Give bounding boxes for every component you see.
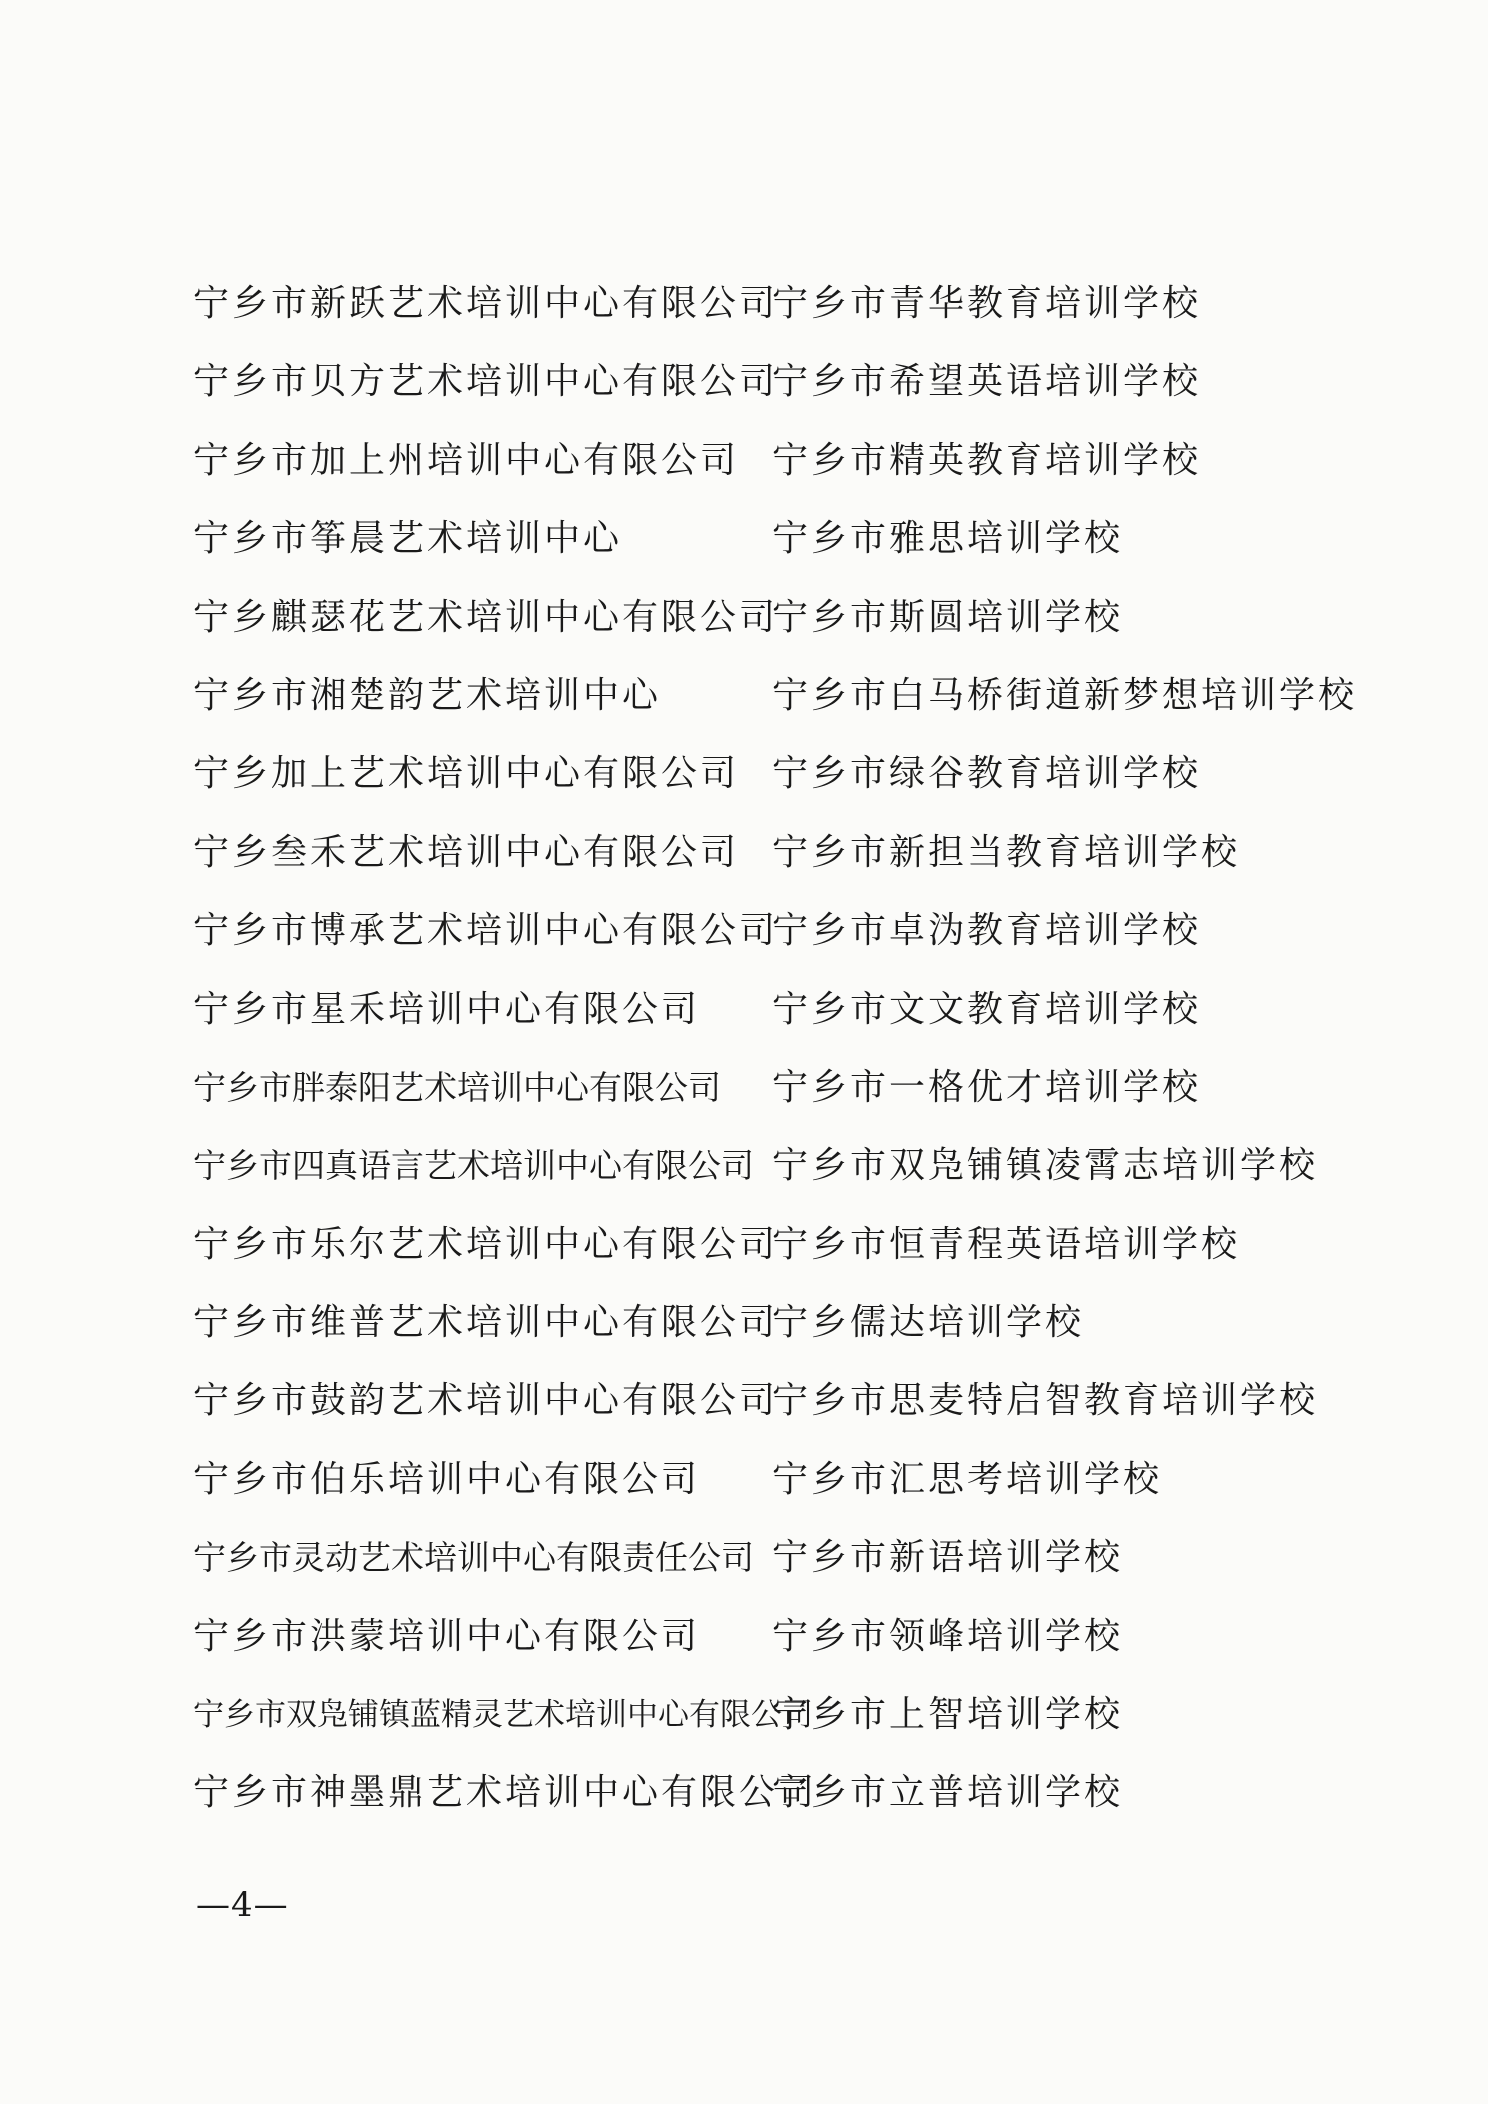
list-item: 宁乡市雅思培训学校	[772, 518, 1124, 560]
list-item: 宁乡市领峰培训学校	[772, 1615, 1124, 1657]
list-item: 宁乡市卓沩教育培训学校	[772, 910, 1202, 952]
list-item: 宁乡市双凫铺镇蓝精灵艺术培训中心有限公司	[193, 1697, 813, 1734]
list-item: 宁乡市斯圆培训学校	[772, 596, 1124, 638]
list-item: 宁乡市精英教育培训学校	[772, 439, 1202, 481]
list-item: 宁乡市思麦特启智教育培训学校	[772, 1380, 1319, 1422]
list-item: 宁乡市新跃艺术培训中心有限公司	[193, 283, 779, 324]
list-item: 宁乡市洪蒙培训中心有限公司	[193, 1615, 701, 1657]
list-item: 宁乡市上智培训学校	[772, 1694, 1124, 1736]
list-item: 宁乡加上艺术培训中心有限公司	[193, 753, 740, 795]
list-item: 宁乡市一格优才培训学校	[772, 1066, 1202, 1108]
list-item: 宁乡市绿谷教育培训学校	[772, 753, 1202, 795]
list-item: 宁乡市青华教育培训学校	[772, 283, 1202, 324]
list-item: 宁乡市白马桥街道新梦想培训学校	[772, 674, 1358, 716]
list-item: 宁乡市博承艺术培训中心有限公司	[193, 910, 779, 952]
right-column-list	[772, 265, 1358, 1833]
list-item: 宁乡市贝方艺术培训中心有限公司	[193, 361, 779, 403]
list-item: 宁乡市湘楚韵艺术培训中心	[193, 674, 662, 716]
list-item: 宁乡市伯乐培训中心有限公司	[193, 1458, 701, 1500]
left-column-list	[193, 265, 818, 1833]
list-item: 宁乡市神墨鼎艺术培训中心有限公司	[193, 1772, 818, 1814]
list-item: 宁乡市立普培训学校	[772, 1772, 1124, 1814]
list-item: 宁乡市胖泰阳艺术培训中心有限公司	[193, 1067, 721, 1107]
list-item: 宁乡叁禾艺术培训中心有限公司	[193, 831, 740, 873]
list-item: 宁乡市星禾培训中心有限公司	[193, 988, 701, 1030]
list-item: 宁乡市新担当教育培训学校	[772, 831, 1241, 873]
list-item: 宁乡市维普艺术培训中心有限公司	[193, 1302, 779, 1344]
list-item: 宁乡市汇思考培训学校	[772, 1458, 1163, 1500]
list-item: 宁乡市文文教育培训学校	[772, 988, 1202, 1030]
list-item: 宁乡市灵动艺术培训中心有限责任公司	[193, 1538, 754, 1578]
list-item: 宁乡市四真语言艺术培训中心有限公司	[193, 1146, 754, 1186]
list-item: 宁乡市希望英语培训学校	[772, 361, 1202, 403]
list-item: 宁乡市加上州培训中心有限公司	[193, 439, 740, 481]
list-item: 宁乡市鼓韵艺术培训中心有限公司	[193, 1380, 779, 1422]
list-item: 宁乡市筝晨艺术培训中心	[193, 518, 623, 560]
list-item: 宁乡市双凫铺镇凌霄志培训学校	[772, 1145, 1319, 1187]
page-number: —4—	[196, 1885, 289, 1925]
list-item: 宁乡市新语培训学校	[772, 1537, 1124, 1579]
list-item: 宁乡儒达培训学校	[772, 1302, 1085, 1344]
list-item: 宁乡市恒青程英语培训学校	[772, 1223, 1241, 1265]
list-item: 宁乡市乐尔艺术培训中心有限公司	[193, 1223, 779, 1265]
list-item: 宁乡麒瑟花艺术培训中心有限公司	[193, 596, 779, 638]
